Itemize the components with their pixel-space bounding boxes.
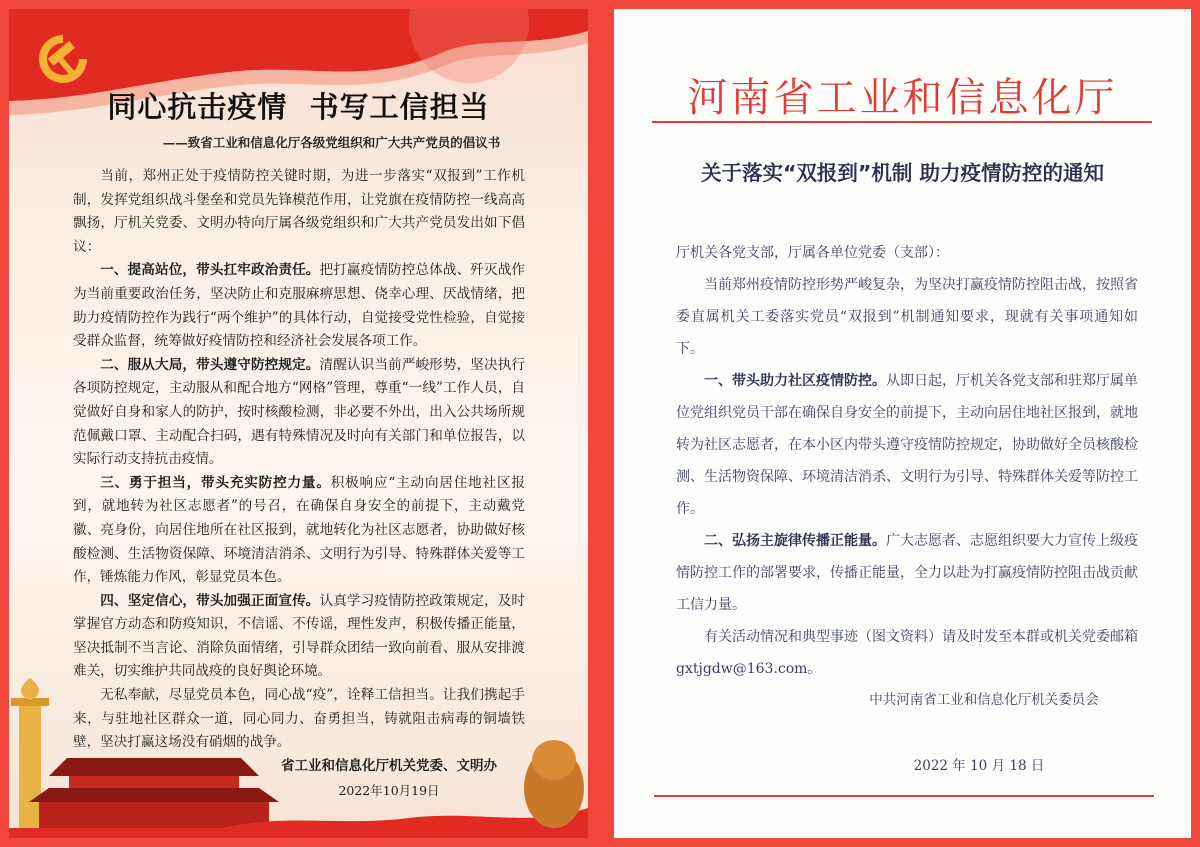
proposal-item [73,259,525,353]
notice-intro: 当前郑州疫情防控形势严峻复杂，为坚决打赢疫情防控阻击战，按照省委直属机关工委落实党员“双报到”机制通知要求，现就有关事项通知如下。 [676,277,1138,357]
notice-item-heading: 二、弘扬主旋律传播正能量。 [704,533,886,549]
proposal-item-heading: 三、勇于担当，带头充实防控力量。 [100,474,331,491]
notice-item-text: 广大志愿者、志愿组织要大力宣传上级疫情防控工作的部署要求，传播正能量，全力以赴为打赢疫情防控阻击战贡献工信力量。 [676,533,1138,613]
notice-item [676,365,1138,525]
notice-salutation: 厅机关各党支部，厅属各单位党委（支部）： [676,245,949,261]
notice-item [676,525,1138,621]
proposal-item-text: 清醒认识当前严峻形势，坚决执行各项防控规定，主动服从和配合地方“网格”管理，尊重“一线”工作人员，自觉做好自身和家人的防护，按时核酸检测，非必要不外出，出入公共场所规范佩戴口罩、主动配合扫码，遇有特殊情况及时向有关部门和单位报告，以实际行动支持抗击疫情。 [73,356,526,468]
hammer-sickle-icon [33,29,93,89]
proposal-intro: 当前，郑州正处于疫情防控关键时期，为进一步落实“双报到”工作机制，发挥党组织战斗堡垒和党员先锋模范作用，让党旗在疫情防控一线高高飘扬，厅机关党委、文明办特向厅属各级党组织和广大共产党员发出如下倡议： [73,168,525,255]
proposal-item [73,472,525,590]
right-notice-document [614,9,1191,838]
proposal-item [73,354,525,472]
proposal-item-heading: 二、服从大局，带头遵守防控规定。 [100,356,320,373]
proposal-item-heading: 一、提高站位，带头扛牢政治责任。 [100,262,320,279]
proposal-item-text: 积极响应“主动向居住地社区报到，就地转为社区志愿者”的号召，在确保自身安全的前提下，主动戴党徽、亮身份，向居住地所在社区报到，就地转化为社区志愿者，协助做好核酸检测、生活物资保障、环境清洁消杀、文明行为引导、特殊群体关爱等工作，锤炼能力作风，彰显党员本色。 [73,474,525,586]
notice-closing: 有关活动情况和典型事迹（图文资料）请及时发至本群或机关党委邮箱 gxtjgdw@163.com。 [676,629,1138,677]
proposal-body [73,165,525,755]
notice-body [676,237,1138,685]
proposal-item-text: 把打赢疫情防控总体战、歼灭战作为当前重要政治任务，坚决防止和克服麻痹思想、侥幸心理、厌战情绪，把助力疫情防控作为践行“两个维护”的具体行动，自觉接受党性检验，自觉接受群众监督，统筹做好疫情防控和经济社会发展各项工作。 [73,262,526,350]
proposal-subtitle: ——致省工业和信息化厅各级党组织和广大共产党员的倡议书 [162,135,501,150]
notice-title: 关于落实“双报到”机制 助力疫情防控的通知 [700,161,1105,185]
proposal-item-heading: 四、坚定信心，带头加强正面宣传。 [100,592,320,609]
notice-item-heading: 一、带头助力社区疫情防控。 [704,373,886,389]
notice-item-text: 从即日起，厅机关各党支部和驻郑厅属单位党组织党员干部在确保自身安全的前提下，主动向居住地社区报到，就地转为社区志愿者，在本小区内带头遵守疫情防控规定，协助做好全员核酸检测、生活物资保障、环境清洁消杀、文明行为引导、特殊群体关爱等防控工作。 [676,373,1138,517]
red-banner-swoosh [9,9,588,149]
proposal-item [73,590,525,684]
header-divider [652,121,1152,123]
left-proposal-poster [9,9,588,838]
issuer-header: 河南省工业和信息化厅 [687,75,1118,121]
proposal-item-text: 认真学习疫情防控政策规定，及时掌握官方动态和防疫知识，不信谣、不传谣，理性发声，积极传播正能量，坚决抵制不当言论、消除负面情绪，引导群众团结一致向前看、服从安排渡难关，切实维护共同战疫的良好舆论环境。 [73,592,526,680]
tiananmen-gate-illustration [9,678,588,838]
footer-divider [654,795,1154,797]
proposal-signature: 省工业和信息化厅机关党委、文明办 [281,758,497,774]
proposal-date: 2022年10月19日 [338,783,440,798]
notice-signature: 中共河南省工业和信息化厅机关委员会 [869,692,1099,708]
proposal-closing: 无私奉献，尽显党员本色，同心战“疫”，诠释工信担当。让我们携起手来，与驻地社区群众一道，同心同力、奋勇担当，铸就阻击病毒的铜墙铁壁，坚决打赢这场没有硝烟的战争。 [73,687,525,751]
notice-date: 2022 年 10 月 18 日 [913,758,1045,774]
proposal-title: 同心抗击疫情 书写工信担当 [107,90,490,124]
